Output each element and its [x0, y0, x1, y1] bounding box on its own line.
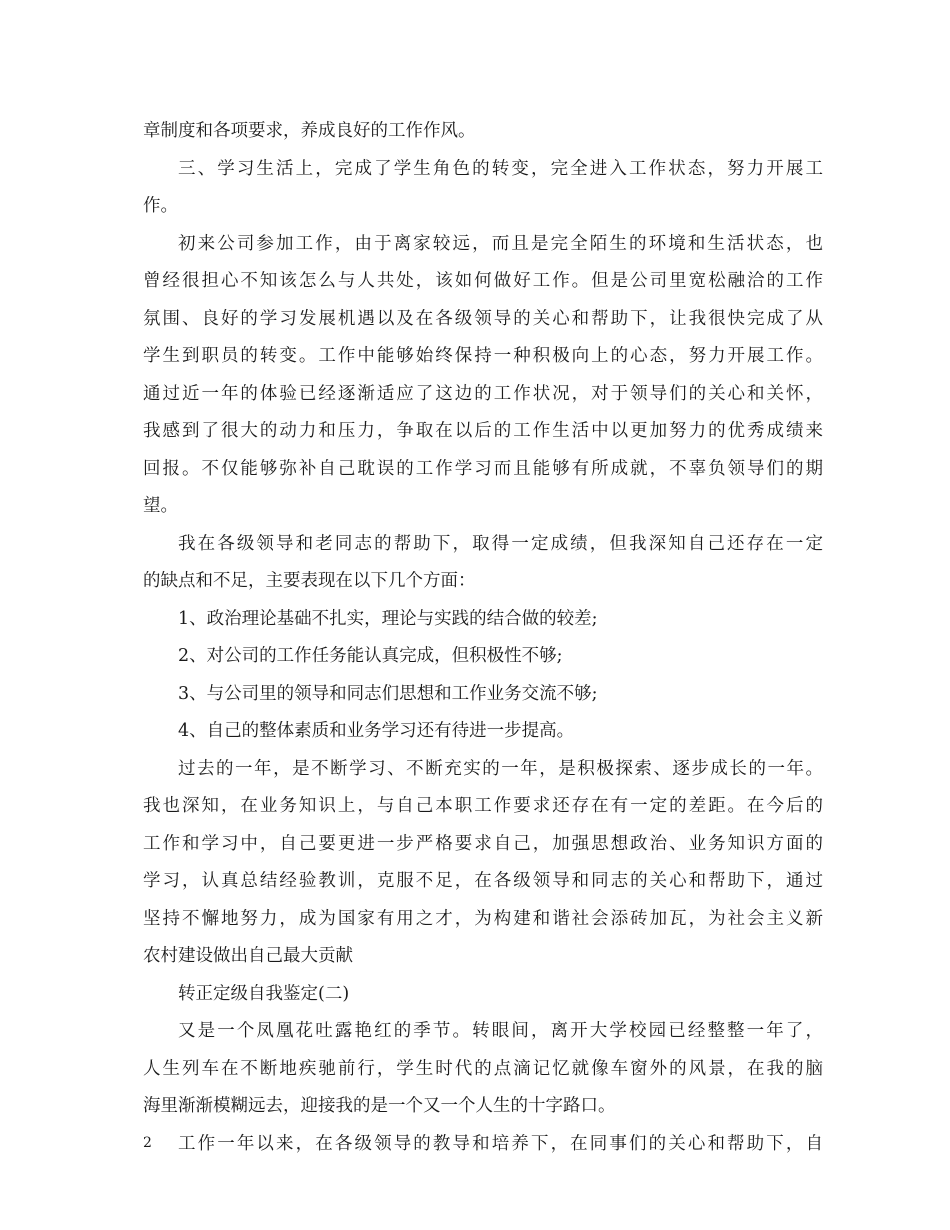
- text-line: 通过近一年的体验已经逐渐适应了这边的工作状况，对于领导们的关心和关怀，: [143, 383, 823, 404]
- text-line: 的缺点和不足，主要表现在以下几个方面：: [143, 571, 476, 591]
- text-line: 学习，认真总结经验教训，克服不足，在各级领导和同志的关心和帮助下，通过: [143, 871, 823, 891]
- page-number: 2: [143, 1135, 152, 1151]
- text-line: 3、与公司里的领导和同志们思想和工作业务交流不够;: [178, 683, 598, 704]
- text-line: 作。: [143, 196, 178, 216]
- text-line: 4、自己的整体素质和业务学习还有待进一步提高。: [178, 721, 575, 741]
- text-line: 氛围、良好的学习发展机遇以及在各级领导的关心和帮助下，让我很快完成了从: [143, 308, 823, 329]
- text-line: 我也深知，在业务知识上，与自己本职工作要求还存在有一定的差距。在今后的: [143, 796, 823, 816]
- text-line: 工作和学习中，自己要更进一步严格要求自己，加强思想政治、业务知识方面的: [143, 833, 823, 854]
- text-line: 坚持不懈地努力，成为国家有用之才，为构建和谐社会添砖加瓦，为社会主义新: [143, 908, 823, 929]
- text-line: 我在各级领导和老同志的帮助下，取得一定成绩，但我深知自己还存在一定: [178, 533, 823, 554]
- text-line: 转正定级自我鉴定(二): [178, 983, 350, 1004]
- text-line: 望。: [143, 496, 178, 516]
- text-line: 人生列车在不断地疾驰前行，学生时代的点滴记忆就像车窗外的风景，在我的脑: [143, 1058, 823, 1079]
- text-line: 1、政治理论基础不扎实，理论与实践的结合做的较差;: [178, 608, 598, 629]
- text-line: 过去的一年，是不断学习、不断充实的一年，是积极探索、逐步成长的一年。: [178, 758, 823, 779]
- text-line: 回报。不仅能够弥补自己耽误的工作学习而且能够有所成就，不辜负领导们的期: [143, 458, 823, 479]
- text-line: 章制度和各项要求，养成良好的工作作风。: [143, 121, 476, 141]
- text-line: 曾经很担心不知该怎么与人共处，该如何做好工作。但是公司里宽松融洽的工作: [143, 271, 823, 291]
- text-line: 2、对公司的工作任务能认真完成，但积极性不够;: [178, 646, 563, 666]
- document-body: [143, 113, 823, 1163]
- text-line: 初来公司参加工作，由于离家较远，而且是完全陌生的环境和生活状态，也: [178, 233, 823, 254]
- text-line: 学生到职员的转变。工作中能够始终保持一种积极向上的心态，努力开展工作。: [143, 346, 823, 366]
- text-line: 海里渐渐模糊远去，迎接我的是一个又一个人生的十字路口。: [143, 1096, 616, 1116]
- text-line: 三、学习生活上，完成了学生角色的转变，完全进入工作状态，努力开展工: [178, 158, 823, 179]
- text-line: 工作一年以来，在各级领导的教导和培养下，在同事们的关心和帮助下，自: [178, 1133, 823, 1154]
- text-line: 我感到了很大的动力和压力，争取在以后的工作生活中以更加努力的优秀成绩来: [143, 421, 823, 441]
- text-line: 又是一个凤凰花吐露艳红的季节。转眼间，离开大学校园已经整整一年了，: [178, 1021, 823, 1041]
- text-line: 农村建设做出自己最大贡献: [143, 946, 353, 966]
